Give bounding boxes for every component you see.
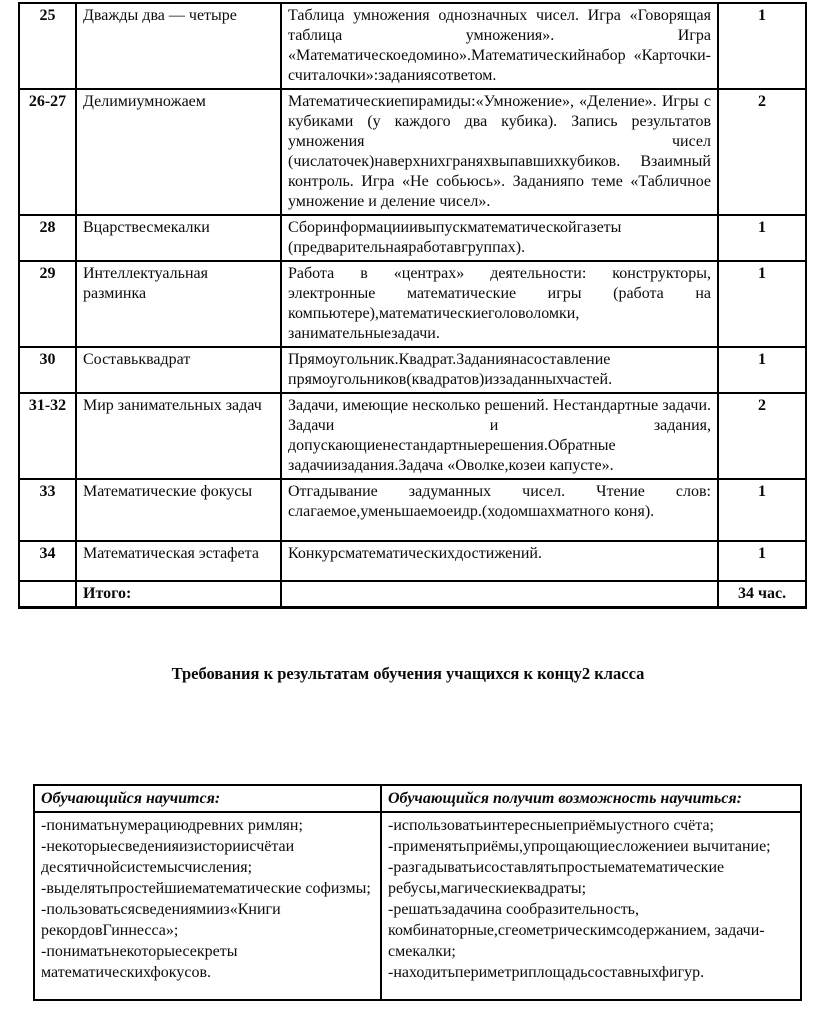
lesson-hours: 2 (718, 393, 806, 479)
will-learn-list (34, 812, 381, 1000)
lesson-topic: Интеллектуальная разминка (76, 261, 281, 347)
lesson-content: Работа в «центрах» деятельности: конструкторы, электронные математические игры (работа на компьютере),математическиеголоволомки, занимательныезадачи. (281, 261, 718, 347)
table-row (19, 393, 806, 479)
table-row (19, 541, 806, 581)
lesson-topic: Математическая эстафета (76, 541, 281, 581)
table-row (19, 479, 806, 541)
schedule-table (18, 2, 807, 609)
lesson-content: Отгадывание задуманных чисел. Чтение слов: слагаемое,уменьшаемоеидр.(ходомшахматного коня). (281, 479, 718, 541)
column-header-will-learn: Обучающийся научится: (34, 785, 381, 812)
total-empty-cell (19, 581, 76, 608)
total-empty-cell (281, 581, 718, 608)
list-item: -пониматьнекоторыесекреты математическихфокусов. (41, 943, 238, 981)
lesson-content: Прямоугольник.Квадрат.Заданиянасоставление прямоугольников(квадратов)иззаданныхчастей. (281, 347, 718, 393)
lesson-hours: 1 (718, 215, 806, 261)
total-row (19, 581, 806, 608)
total-hours: 34 час. (718, 581, 806, 608)
list-item: -разгадыватьисоставлятьпростыематематические ребусы,магическиеквадраты; (388, 859, 725, 897)
column-header-may-learn: Обучающийся получит возможность научиться: (381, 785, 801, 812)
requirements-header-row (34, 785, 801, 812)
list-item: -использоватьинтересныеприёмыустного счёта; (388, 817, 714, 834)
list-item: -решатьзадачина сообразительность, комбинаторные,сгеометрическимсодержанием, задачи-смекалки; (388, 901, 765, 960)
total-label: Итого: (76, 581, 281, 608)
lesson-topic: Составьквадрат (76, 347, 281, 393)
lesson-hours: 1 (718, 3, 806, 89)
lesson-hours: 2 (718, 89, 806, 215)
table-row (19, 261, 806, 347)
lesson-content: Таблица умножения однозначных чисел. Игра «Говорящая таблица умножения». Игра «Математическоедомино».Математическийнабор «Карточки-считалочки»:заданиясответом. (281, 3, 718, 89)
list-item: -пониматьнумерациюдревних римлян; (41, 817, 303, 834)
lesson-number: 28 (19, 215, 76, 261)
lesson-hours: 1 (718, 261, 806, 347)
lesson-content: Задачи, имеющие несколько решений. Нестандартные задачи. Задачи и задания, допускающиенестандартныерешения.Обратные задачиизадания.Задача «Оволке,козеи капусте». (281, 393, 718, 479)
lesson-hours: 1 (718, 347, 806, 393)
list-item: -находитьпериметриплощадьсоставныхфигур. (388, 964, 705, 981)
lesson-number: 31-32 (19, 393, 76, 479)
lesson-number: 25 (19, 3, 76, 89)
may-learn-list (381, 812, 801, 1000)
lesson-hours: 1 (718, 541, 806, 581)
lesson-topic: Делимиумножаем (76, 89, 281, 215)
lesson-number: 33 (19, 479, 76, 541)
requirements-table (33, 784, 802, 1001)
requirements-body-row (34, 812, 801, 1000)
list-item: -применятьприёмы,упрощающиесложениеи вычитание; (388, 838, 771, 855)
lesson-number: 29 (19, 261, 76, 347)
lesson-number: 34 (19, 541, 76, 581)
lesson-hours: 1 (718, 479, 806, 541)
table-row (19, 89, 806, 215)
lesson-topic: Вцарствесмекалки (76, 215, 281, 261)
list-item: -пользоватьсясведениямииз«Книги рекордовГиннесса»; (41, 901, 281, 939)
lesson-number: 30 (19, 347, 76, 393)
lesson-content: Математическиепирамиды:«Умножение», «Деление». Игры с кубиками (у каждого два кубика). Запись результатов умножения чисел (числаточек)наверхнихграняхвыпавшихкубиков. Взаимный контроль. Игра «Не собьюсь». Заданияпо теме «Табличное умножение и деление чисел». (281, 89, 718, 215)
table-row (19, 3, 806, 89)
table-row (19, 215, 806, 261)
lesson-topic: Дважды два — четыре (76, 3, 281, 89)
list-item: -выделятьпростейшиематематические софизмы; (41, 880, 371, 897)
lesson-topic: Мир занимательных задач (76, 393, 281, 479)
lesson-content: Конкурсматематическихдостижений. (281, 541, 718, 581)
list-item: -некоторыесведенияизисториисчётаи десятичнойсистемысчисления; (41, 838, 295, 876)
lesson-number: 26-27 (19, 89, 76, 215)
table-row (19, 347, 806, 393)
lesson-topic: Математические фокусы (76, 479, 281, 541)
lesson-content: Сборинформацииивыпускматематическойгазеты (предварительнаяработавгруппах). (281, 215, 718, 261)
section-heading: Требования к результатам обучения учащихся к концу2 класса (171, 664, 645, 683)
